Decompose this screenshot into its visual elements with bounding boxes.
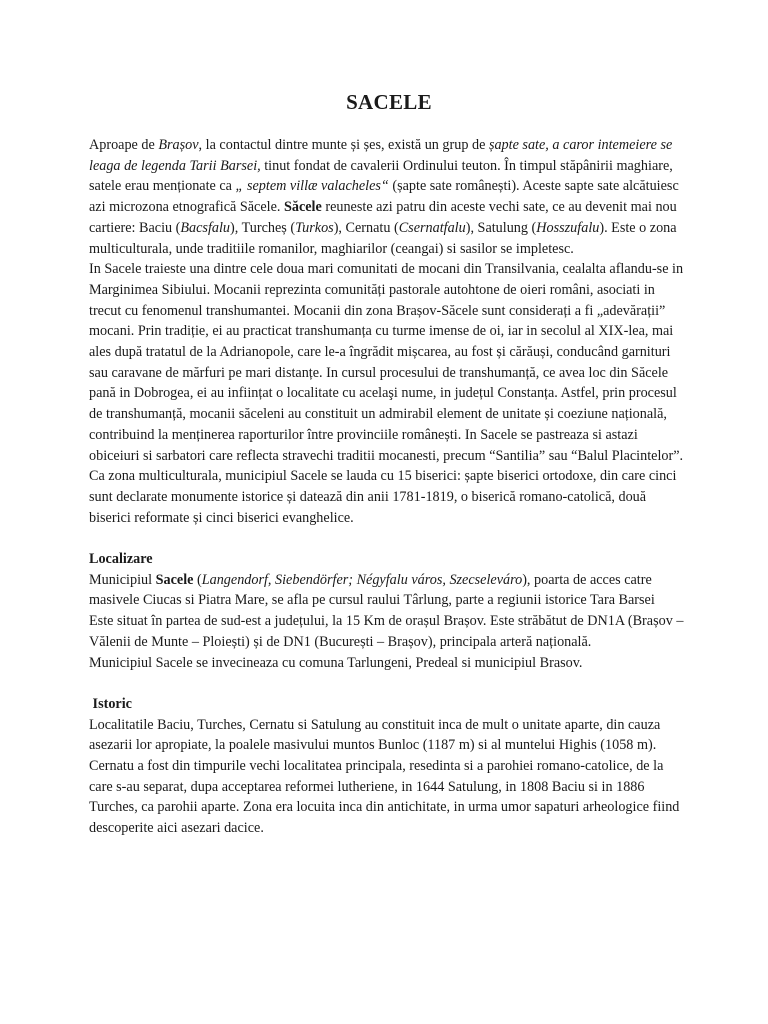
italic-sapte-sate: șapte sate, a caror intemeiere se leaga de legenda Tarii Barsei, — [89, 137, 673, 174]
mocani-paragraph: In Sacele traieste una dintre cele doua mari comunitati de mocani din Transilvania, cealalta aflandu-se in Marginimea Sibiului. Mocanii reprezinta comunități pastorale autohtone de oieri români, asociati in trecut cu fenomenul transhumantei. Mocanii din zona Brașov-Săcele sunt considerați a fi „adevărații” mocani. Prin tradiție, ei au practicat transhumanța cu turme imense de oi, iar in secolul al XIX-lea, mai ales după tratatul de la Adrianopole, care le-a îngrădit mișcarea, au fost și cărăuși, conducând garnituri sau caravane de mărfuri pe mari distanțe. In cursul procesului de transhumanță, ce avea loc din Săcele pană in Dobrogea, ei au inființat o localitate cu acelaşi nume, in județul Constanța. Astfel, prin procesul de transhumanță, mocanii săceleni au constituit un admirabil element de unitate și coeziune națională, contribuind la menținerea raporturilor între provinciile românești. In Sacele se pastreaza si astazi obiceiuri si sarbatori care reflecta stravechi traditii mocanesti, precum “Santilia” sau “Balul Placintelor”. — [89, 261, 684, 464]
document-body — [89, 135, 689, 839]
bold-sacele: Sacele — [155, 571, 194, 588]
italic-bacsfalu: Bacsfalu — [180, 219, 231, 236]
text-run: ). Este o zona multiculturala, unde traditiile romanilor, maghiarilor (ceangai) si sasilor se impletesc. — [89, 219, 677, 257]
text-run: tinut fondat de cavalerii Ordinului teuton. În timpul stăpânirii maghiare, satele erau menționate ca — [89, 157, 673, 195]
spacer — [89, 673, 689, 694]
italic-hosszufalu: Hosszufalu — [536, 219, 600, 236]
italic-turkos: Turkos — [295, 219, 334, 236]
churches-paragraph: Ca zona multiculturala, municipiul Sacele se lauda cu 15 biserici: șapte biserici ortodoxe, din care cinci sunt declarate monumente istorice și datează din anii 1781-1819, o biserică romano-catolică, două biserici reformate și cinci biserici evanghelice. — [89, 468, 677, 526]
localizare-paragraph-3: Municipiul Sacele se invecineaza cu comuna Tarlungeni, Predeal si municipiul Brasov. — [89, 654, 583, 671]
italic-brasov: Brașov — [158, 137, 199, 153]
text-run: (șapte sate românești). Aceste sapte sate alcătuiesc azi microzona etnografică Săcele. — [89, 178, 679, 216]
text-run: reuneste azi patru din aceste vechi sate, ce au devenit mai nou cartiere: Baciu ( — [89, 199, 677, 236]
text-run: ), Satulung ( — [465, 219, 537, 236]
document-title: SACELE — [346, 90, 432, 114]
istoric-paragraph: Localitatile Baciu, Turches, Cernatu si Satulung au constituit inca de mult o unitate aparte, din cauza asezarii lor apropiate, la poalele masivului muntos Bunloc (1187 m) si al muntelui Highis (1058 m). Cernatu a fost din timpurile vechi localitatea principala, resedinta si a parohiei romano-catolice, de la care s-au separat, dupa acceptarea reformei lutheriene, in 1644 Satulung, in 1808 Baciu si in 1886 Turches, ca parohii aparte. Zona era locuita inca din antichitate, in urma umor sapaturi arheologice fiind descoperite aici asezari dacice. — [89, 716, 680, 837]
text-run: ( — [193, 571, 202, 588]
text-run: , la contactul dintre munte și șes, există un grup de — [198, 137, 489, 153]
localizare-paragraph-1 — [89, 570, 689, 611]
text-run: ), Turcheș ( — [230, 219, 296, 236]
text-run: Municipiul — [89, 571, 156, 588]
localizare-paragraph-2: Este situat în partea de sud-est a județului, la 15 Km de orașul Brașov. Este străbătut de DN1A (Brașov – Vălenii de Munte – Ploiești) și de DN1 (București – Brașov), principala arteră națională. — [89, 613, 684, 650]
document-page — [89, 0, 689, 839]
italic-alternate-names: Langendorf, Siebendörfer; Négyfalu város, Szecseleváro — [201, 571, 523, 588]
text-run: Aproape de — [89, 137, 159, 153]
text-run: ), poarta de acces catre masivele Ciucas si Piatra Mare, se afla pe cursul raului Târlung, parte a regiunii istorice Tara Barsei — [89, 571, 655, 609]
bold-sacele: Săcele — [283, 199, 322, 216]
italic-csernatfalu: Csernatfalu — [398, 219, 466, 236]
intro-paragraph — [89, 135, 689, 259]
heading-istoric: Istoric — [89, 695, 132, 712]
spacer — [89, 528, 689, 549]
italic-septem-villae: „ septem villæ valacheles“ — [235, 178, 389, 195]
text-run: ), Cernatu ( — [333, 219, 399, 236]
heading-localizare: Localizare — [89, 551, 153, 568]
